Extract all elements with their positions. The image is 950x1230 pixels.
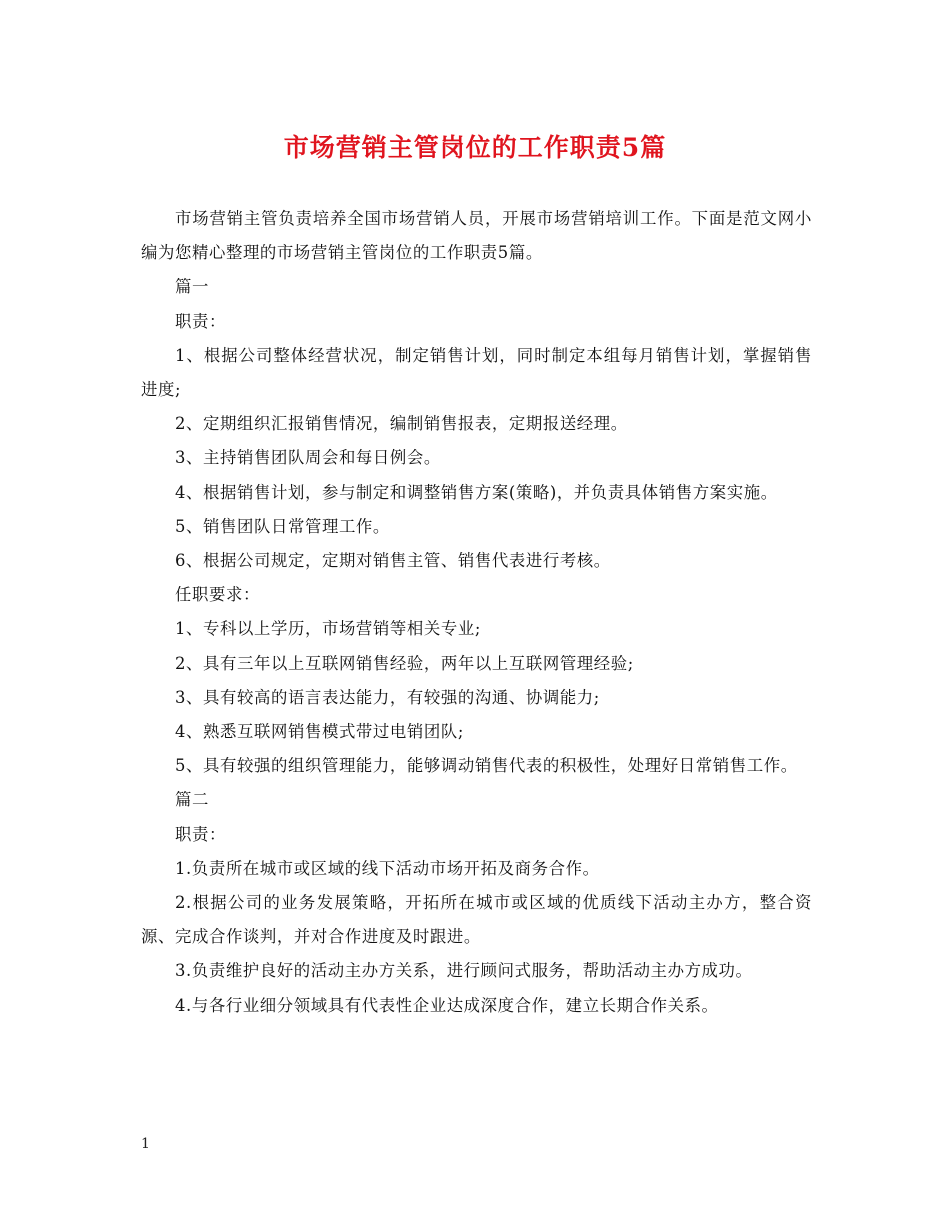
list-item: 3.负责维护良好的活动主办方关系，进行顾问式服务，帮助活动主办方成功。 (175, 961, 753, 981)
responsibilities-label: 职责： (175, 824, 226, 844)
intro-paragraph: 市场营销主管负责培养全国市场营销人员，开展市场营销培训工作。下面是范文网小编为您精心整理的市场营销主管岗位的工作职责5篇。 (141, 209, 812, 263)
list-item: 6、根据公司规定，定期对销售主管、销售代表进行考核。 (175, 551, 611, 571)
list-item: 2、具有三年以上互联网销售经验，两年以上互联网管理经验; (175, 653, 634, 673)
section-heading-2: 篇二 (175, 790, 209, 810)
responsibilities-label: 职责： (175, 311, 226, 331)
document-title: 市场营销主管岗位的工作职责5篇 (283, 133, 667, 162)
list-item: 4.与各行业细分领域具有代表性企业达成深度合作，建立长期合作关系。 (175, 995, 719, 1015)
list-item: 1、专科以上学历，市场营销等相关专业; (175, 619, 481, 639)
page-number: 1 (141, 1136, 150, 1152)
list-item: 2、定期组织汇报销售情况，编制销售报表，定期报送经理。 (175, 414, 628, 434)
requirements-label: 任职要求： (175, 585, 260, 605)
section-heading-1: 篇一 (175, 277, 209, 297)
list-item: 1.负责所在城市或区域的线下活动市场开拓及商务合作。 (175, 858, 600, 878)
list-item: 4、根据销售计划，参与制定和调整销售方案(策略)，并负责具体销售方案实施。 (175, 482, 778, 502)
list-item: 1、根据公司整体经营状况，制定销售计划，同时制定本组每月销售计划，掌握销售进度; (141, 345, 812, 400)
list-item: 3、主持销售团队周会和每日例会。 (175, 448, 441, 468)
list-item: 2.根据公司的业务发展策略，开拓所在城市或区域的优质线下活动主办方，整合资源、完成合作谈判，并对合作进度及时跟进。 (141, 893, 812, 947)
list-item: 5、销售团队日常管理工作。 (175, 516, 390, 536)
document-body (141, 202, 812, 1023)
list-item: 5、具有较强的组织管理能力，能够调动销售代表的积极性，处理好日常销售工作。 (175, 756, 798, 776)
list-item: 3、具有较高的语言表达能力，有较强的沟通、协调能力; (175, 687, 600, 707)
list-item: 4、熟悉互联网销售模式带过电销团队; (175, 722, 464, 742)
